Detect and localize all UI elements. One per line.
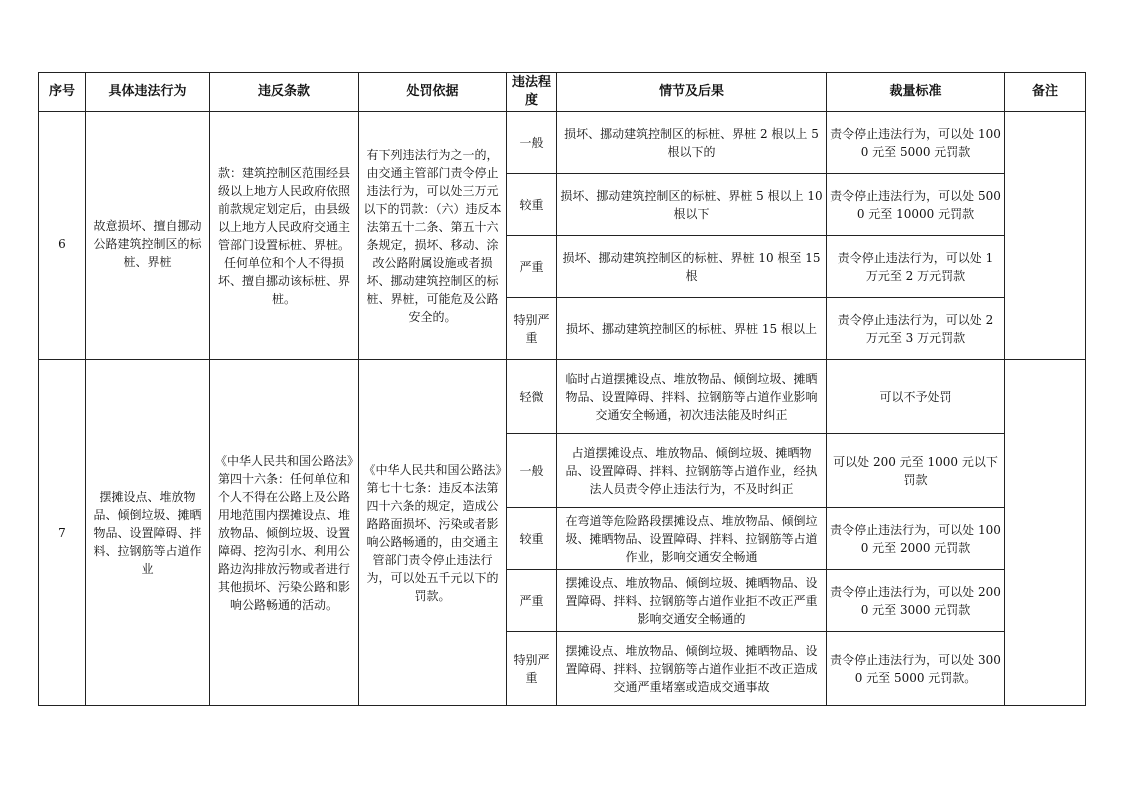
- degree: 较重: [507, 508, 557, 570]
- degree: 轻微: [507, 360, 557, 434]
- header-standard: 裁量标准: [827, 73, 1005, 112]
- degree: 严重: [507, 236, 557, 298]
- violated-clause: 《中华人民共和国公路法》第四十六条：任何单位和个人不得在公路上及公路用地范围内摆摊设点、堆放物品、倾倒垃圾、设置障碍、挖沟引水、利用公路边沟排放污物或者进行其他损坏、污染公路和影响公路畅通的活动。: [210, 360, 359, 706]
- circumstance: 临时占道摆摊设点、堆放物品、倾倒垃圾、摊晒物品、设置障碍、拌料、拉钢筋等占道作业影响交通安全畅通，初次违法能及时纠正: [557, 360, 827, 434]
- header-circumstance: 情节及后果: [557, 73, 827, 112]
- penalty-standard-table: [38, 72, 1086, 706]
- header-remark: 备注: [1005, 73, 1086, 112]
- degree: 特别严重: [507, 298, 557, 360]
- standard: 可以不予处罚: [827, 360, 1005, 434]
- circumstance: 损坏、挪动建筑控制区的标桩、界桩 5 根以上 10 根以下: [557, 174, 827, 236]
- row-number: 6: [39, 112, 86, 360]
- circumstance: 摆摊设点、堆放物品、倾倒垃圾、摊晒物品、设置障碍、拌料、拉钢筋等占道作业拒不改正造成交通严重堵塞或造成交通事故: [557, 632, 827, 706]
- penalty-basis: 有下列违法行为之一的，由交通主管部门责令停止违法行为，可以处三万元以下的罚款：（六）违反本法第五十二条、第五十六条规定，损坏、移动、涂改公路附属设施或者损坏、挪动建筑控制区的标桩、界桩，可能危及公路安全的。: [359, 112, 507, 360]
- circumstance: 占道摆摊设点、堆放物品、倾倒垃圾、摊晒物品、设置障碍、拌料、拉钢筋等占道作业，经执法人员责令停止违法行为，不及时纠正: [557, 434, 827, 508]
- degree: 一般: [507, 112, 557, 174]
- standard: 责令停止违法行为，可以处 1000 元至 2000 元罚款: [827, 508, 1005, 570]
- violation-act: 故意损坏、擅自挪动公路建筑控制区的标桩、界桩: [86, 112, 210, 360]
- standard: 责令停止违法行为，可以处 5000 元至 10000 元罚款: [827, 174, 1005, 236]
- standard: 责令停止违法行为，可以处 1 万元至 2 万元罚款: [827, 236, 1005, 298]
- standard: 责令停止违法行为，可以处 2000 元至 3000 元罚款: [827, 570, 1005, 632]
- circumstance: 损坏、挪动建筑控制区的标桩、界桩 15 根以上: [557, 298, 827, 360]
- penalty-basis: 《中华人民共和国公路法》第七十七条：违反本法第四十六条的规定，造成公路路面损坏、污染或者影响公路畅通的，由交通主管部门责令停止违法行为，可以处五千元以下的罚款。: [359, 360, 507, 706]
- degree: 严重: [507, 570, 557, 632]
- header-row: [39, 73, 1086, 112]
- row-number: 7: [39, 360, 86, 706]
- header-basis: 处罚依据: [359, 73, 507, 112]
- degree: 较重: [507, 174, 557, 236]
- standard: 责令停止违法行为，可以处 2 万元至 3 万元罚款: [827, 298, 1005, 360]
- header-clause: 违反条款: [210, 73, 359, 112]
- header-no: 序号: [39, 73, 86, 112]
- standard: 责令停止违法行为，可以处 1000 元至 5000 元罚款: [827, 112, 1005, 174]
- circumstance: 损坏、挪动建筑控制区的标桩、界桩 10 根至 15 根: [557, 236, 827, 298]
- table-row: [39, 360, 1086, 434]
- degree: 特别严重: [507, 632, 557, 706]
- circumstance: 损坏、挪动建筑控制区的标桩、界桩 2 根以上 5 根以下的: [557, 112, 827, 174]
- header-degree: 违法程度: [507, 73, 557, 112]
- header-act: 具体违法行为: [86, 73, 210, 112]
- violated-clause: 款：建筑控制区范围经县级以上地方人民政府依照前款规定划定后，由县级以上地方人民政府交通主管部门设置标桩、界桩。任何单位和个人不得损坏、擅自挪动该标桩、界桩。: [210, 112, 359, 360]
- standard: 责令停止违法行为，可以处 3000 元至 5000 元罚款。: [827, 632, 1005, 706]
- degree: 一般: [507, 434, 557, 508]
- violation-act: 摆摊设点、堆放物品、倾倒垃圾、摊晒物品、设置障碍、拌料、拉钢筋等占道作业: [86, 360, 210, 706]
- standard: 可以处 200 元至 1000 元以下罚款: [827, 434, 1005, 508]
- circumstance: 摆摊设点、堆放物品、倾倒垃圾、摊晒物品、设置障碍、拌料、拉钢筋等占道作业拒不改正严重影响交通安全畅通的: [557, 570, 827, 632]
- remark: [1005, 360, 1086, 706]
- remark: [1005, 112, 1086, 360]
- table-row: [39, 112, 1086, 174]
- circumstance: 在弯道等危险路段摆摊设点、堆放物品、倾倒垃圾、摊晒物品、设置障碍、拌料、拉钢筋等占道作业，影响交通安全畅通: [557, 508, 827, 570]
